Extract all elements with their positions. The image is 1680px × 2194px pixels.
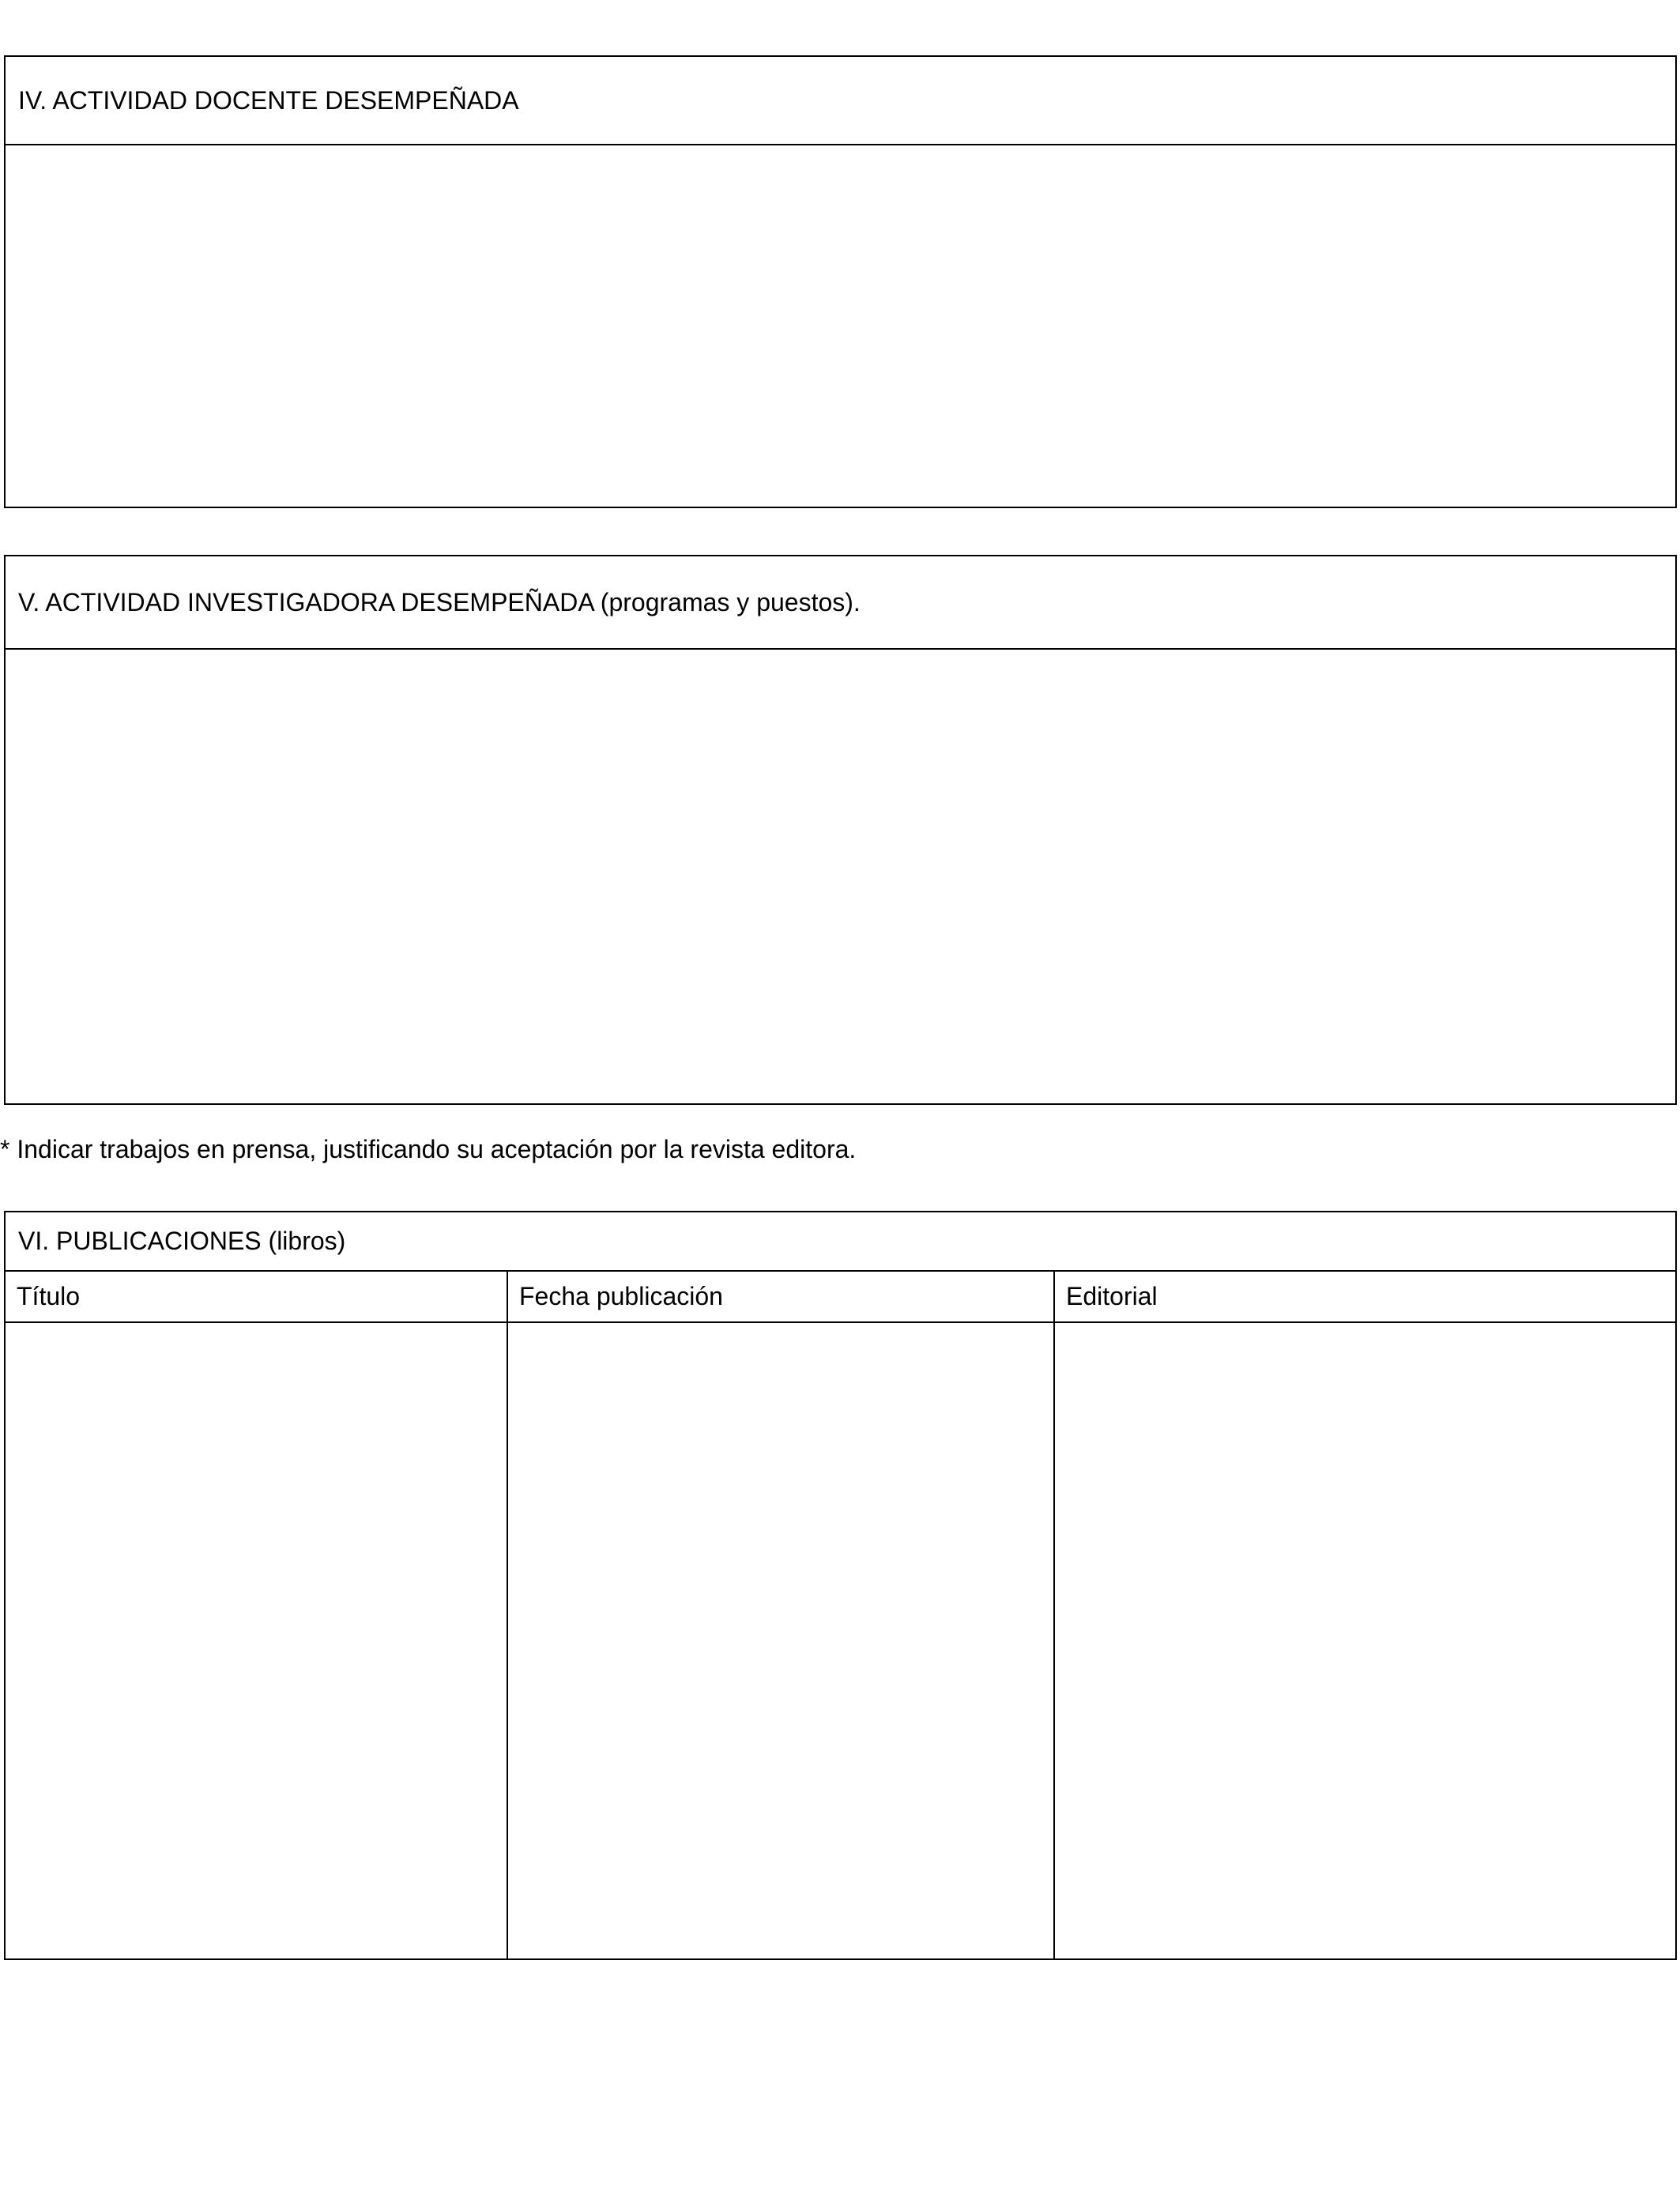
titulo-input-cell[interactable]: [6, 1323, 507, 1958]
section-iv-input-area[interactable]: [6, 145, 1675, 507]
section-v-header: [6, 556, 1675, 650]
footnote-text: * Indicar trabajos en prensa, justificando su aceptación por la revista editora.: [0, 1135, 857, 1163]
section-v-input-area[interactable]: [6, 650, 1675, 1103]
fecha-input-cell[interactable]: [508, 1323, 1053, 1958]
column-header-editorial: [1055, 1272, 1675, 1321]
column-header-editorial-label: Editorial: [1066, 1282, 1158, 1310]
section-iv-header: [6, 57, 1675, 145]
section-v-box: [4, 555, 1677, 1105]
section-iv-box: [4, 55, 1677, 508]
column-header-titulo-label: Título: [17, 1282, 81, 1310]
section-vi-box: [4, 1211, 1677, 1960]
editorial-input-cell[interactable]: [1055, 1323, 1675, 1958]
column-header-titulo: [6, 1272, 507, 1321]
section-vi-header: [6, 1212, 1675, 1272]
section-vi-title: VI. PUBLICACIONES (libros): [18, 1227, 346, 1255]
section-iv-title: IV. ACTIVIDAD DOCENTE DESEMPEÑADA: [18, 85, 519, 115]
column-header-fecha-label: Fecha publicación: [519, 1282, 723, 1310]
section-v-title: V. ACTIVIDAD INVESTIGADORA DESEMPEÑADA (programas y puestos).: [18, 587, 861, 616]
column-header-fecha: [508, 1272, 1053, 1321]
